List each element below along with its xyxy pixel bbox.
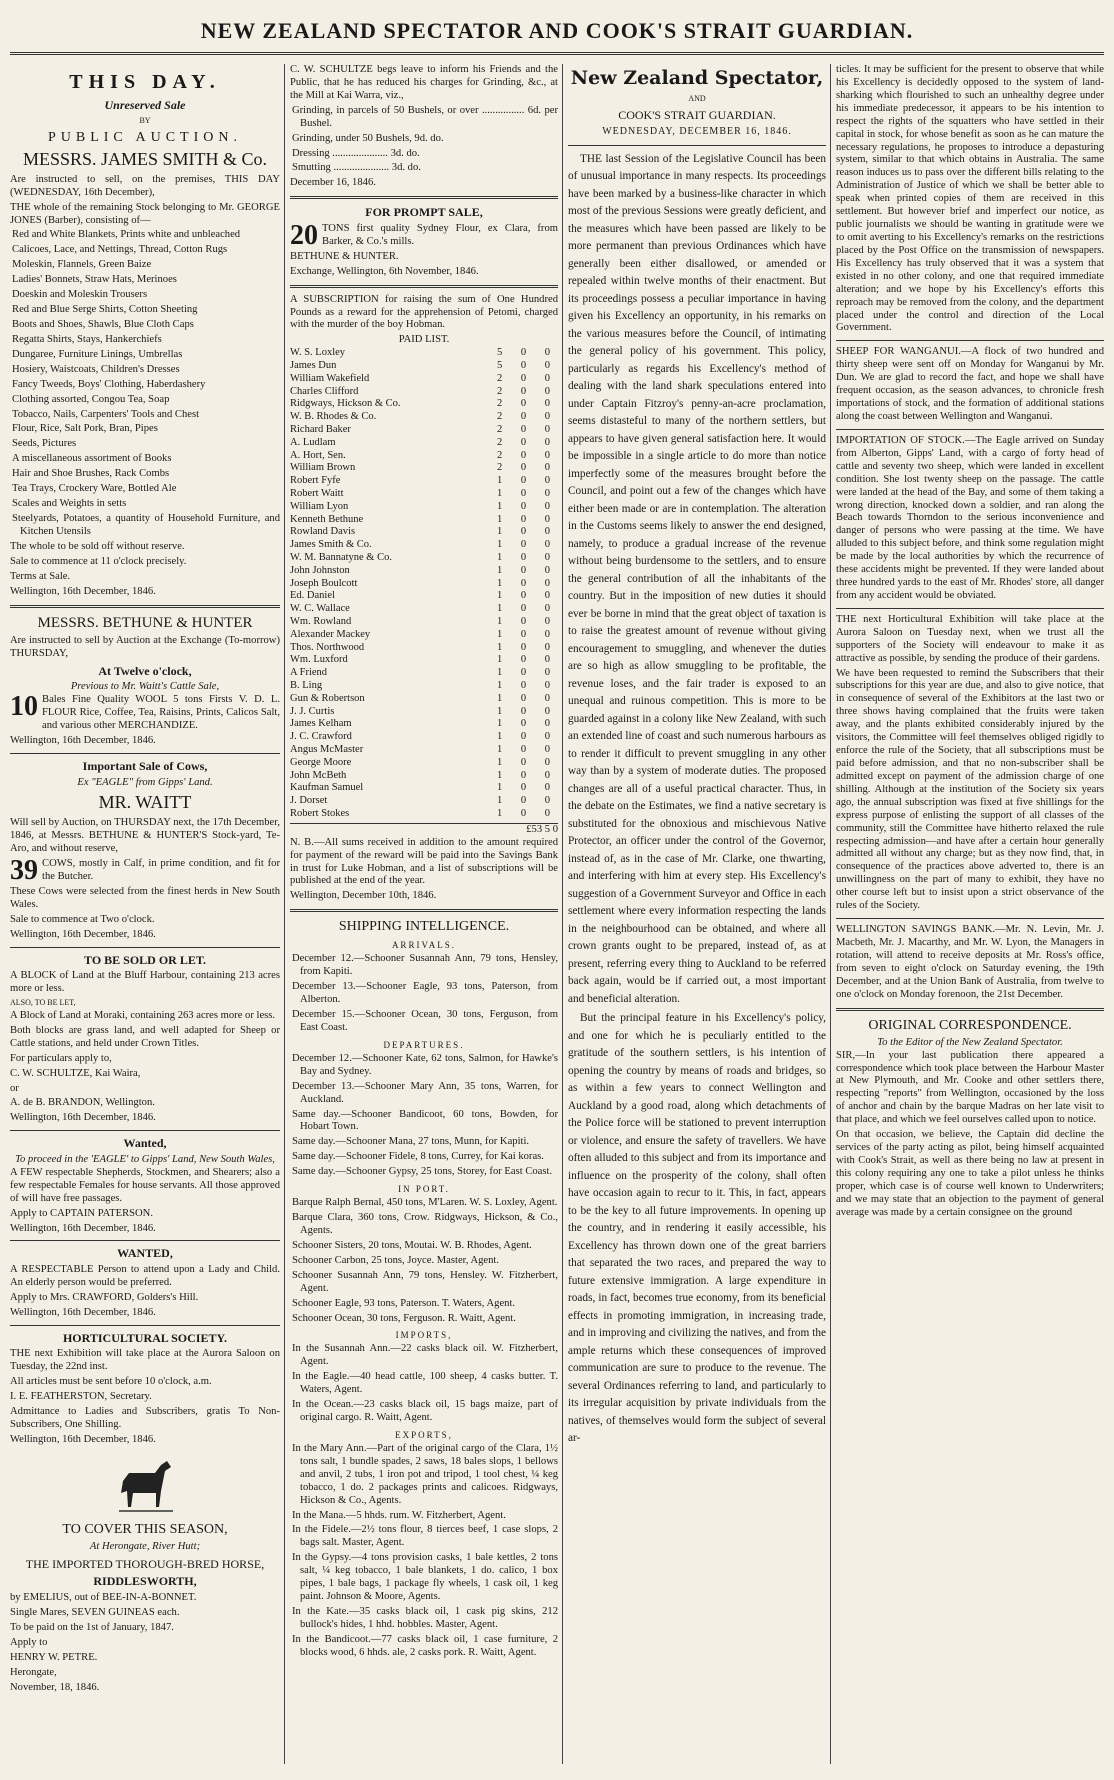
land-body3: Both blocks are grass land, and well adapted for Sheep or Cattle stations, and held under Crown Titles. — [10, 1024, 280, 1049]
import-entry: In the Susannah Ann.—22 casks black oil. W. Fitzherbert, Agent. — [292, 1343, 558, 1368]
wanted2-date: Wellington, 16th December, 1846. — [10, 1306, 156, 1318]
subscriber-name: Alexander Mackey — [290, 628, 371, 640]
editorial-title: New Zealand Spectator, — [570, 67, 824, 89]
smith-body: THE whole of the remaining Stock belonging to Mr. GEORGE JONES (Barber), consisting of— — [10, 201, 280, 226]
smith-item: Hair and Shoe Brushes, Rack Combs — [12, 468, 170, 480]
prompt-date: Exchange, Wellington, 6th November, 1846. — [290, 265, 479, 277]
subscriber-amount: 1 0 0 — [497, 744, 558, 755]
waitt-time: Sale to commence at Two o'clock. — [10, 913, 155, 925]
subscriber-amount: 1 0 0 — [497, 718, 558, 730]
subscriber-name: Ed. Daniel — [290, 590, 335, 602]
correspondence-body: SIR,—In your last publication there appeared a correspondence which took place between the Harbour Master at New Plymouth, and Mr. Cooke and other settlers there, respecting "reports" from Wellington, occasioned by the loss of anchor and chain by the barque Madras on her late visit to that place, and which we feel ourselves called upon to notice. — [836, 1049, 1104, 1126]
subscriber-amount: 2 0 0 — [497, 398, 558, 410]
subscriber-name: John McBeth — [290, 769, 347, 781]
smith-item: Red and White Blankets, Prints white and unbleached — [12, 229, 241, 241]
subscriber-name: W. C. Wallace — [290, 603, 350, 615]
hort-subscriptions: We have been requested to remind the Subscribers that their subscriptions for this year are due, and also to give notice, that in consequence of several of the Exhibitors at the last two or three shows having complained that the fruits were taken away, and the plants exhibited considerably injured by the visitors, the Committee will feel themselves obliged rigidly to enforce the rule of the Society, that all subscriptions must be paid before admission, and that no non-subscriber shall be admitted except on payment of the admission charge of one shilling. Although at the institution of the Society six years ago, the annual subscription was fixed at five shillings for the express purpose of enlisting the support of all classes of the community, still the Committee have hitherto relaxed the rule respecting admission—and have after a certain hour generally admitted all without any charge; but as they now find, that, in consequence of the practices above adverted to, there is an unwillingness on the part of many to exhibit, they have no other course left but to insist upon a strict observance of the rules of the Society. — [836, 667, 1104, 912]
export-entry: In the Mary Ann.—Part of the original cargo of the Clara, 1½ tons salt, 1 bundle spades, 2 saws, 18 bales slops, 1 bellows and anvil, 2 tubs, 1 iron pot and tripod, 1 tool chest, ¼ keg tobacco, 1 do. 2 packages prints and calicoes. Ridgways, Hickson & Co., Agents. — [292, 1442, 558, 1506]
subscriber-name: William Wakefield — [290, 372, 370, 384]
cows-heading: Important Sale of Cows, — [82, 758, 208, 773]
cover-horse-name: RIDDLESWORTH, — [93, 1574, 197, 1589]
subscriber-amount: 1 0 0 — [497, 500, 558, 512]
subscriber-name: Robert Fyfe — [290, 475, 341, 487]
schultze-notice: C. W. SCHULTZE begs leave to inform his Friends and the Public, that he has reduced his charges for Grinding, &c., at the Mill at Kai Warra, viz., — [290, 64, 558, 101]
cover-apply: Apply to — [10, 1636, 48, 1648]
smith-note: The whole to be sold off without reserve. — [10, 540, 185, 552]
divider — [10, 947, 280, 948]
bethune-date: Wellington, 16th December, 1846. — [10, 734, 156, 746]
subscriber-name: Robert Waitt — [290, 488, 344, 500]
subscriber-row — [290, 437, 558, 450]
subscriber-row — [290, 782, 558, 795]
subscriber-amount: 2 0 0 — [497, 385, 558, 397]
land-body: A BLOCK of Land at the Bluff Harbour, containing 213 acres more or less. — [10, 970, 280, 995]
cover-by: by EMELIUS, out of BEE-IN-A-BONNET. — [10, 1592, 197, 1604]
subscriber-amount: 1 0 0 — [497, 705, 558, 717]
subscriber-amount: 1 0 0 — [497, 807, 558, 819]
smith-item: Dungaree, Furniture Linings, Umbrellas — [12, 348, 183, 360]
smith-item: Ladies' Bonnets, Straw Hats, Merinoes — [12, 274, 177, 286]
subscriber-row — [290, 424, 558, 437]
bethune-firm: MESSRS. BETHUNE & HUNTER — [37, 614, 253, 631]
divider — [836, 918, 1104, 919]
exports-list — [290, 1443, 558, 1660]
subscriber-row — [290, 526, 558, 539]
cover-paid: To be paid on the 1st of January, 1847. — [10, 1621, 174, 1633]
wanted2-body: A RESPECTABLE Person to attend upon a Lady and Child. An elderly person would be preferred. — [10, 1264, 280, 1288]
horse-icon — [115, 1451, 175, 1517]
subscriber-row — [290, 552, 558, 565]
subscriber-amount: 1 0 0 — [497, 577, 558, 589]
subscriber-amount: 1 0 0 — [497, 552, 558, 564]
subscriber-row — [290, 603, 558, 616]
subscriber-row — [290, 770, 558, 783]
cover-agent: HENRY W. PETRE. — [10, 1651, 98, 1663]
waitt-cows: COWS, mostly in Calf, in prime condition, and fit for the Butcher. — [42, 858, 280, 883]
subscriber-name: W. S. Loxley — [290, 347, 346, 359]
subscriber-name: Gun & Robertson — [290, 692, 365, 704]
prompt-number: 20 — [290, 219, 318, 251]
bethune-previous: Previous to Mr. Waitt's Cattle Sale, — [70, 681, 220, 693]
subscriber-name: A. Hort, Sen. — [290, 449, 346, 461]
column-1 — [10, 64, 280, 1764]
subscriber-amount: 1 0 0 — [497, 539, 558, 551]
hort-admittance: Admittance to Ladies and Subscribers, gratis To Non-Subscribers, One Shilling. — [10, 1406, 280, 1430]
inport-entry: Schooner Ocean, 30 tons, Ferguson. R. Waitt, Agent. — [292, 1312, 516, 1324]
smith-item: Seeds, Pictures — [12, 438, 77, 450]
masthead-rule — [10, 52, 1104, 55]
divider — [10, 753, 280, 754]
departure-entry: December 12.—Schooner Kate, 62 tons, Salmon, for Hawke's Bay and Sydney. — [292, 1052, 558, 1077]
hort-secretary: I. E. FEATHERSTON, Secretary. — [10, 1391, 152, 1403]
subscriber-name: Thos. Northwood — [290, 641, 365, 653]
divider — [290, 196, 558, 199]
smith-terms: Terms at Sale. — [10, 570, 71, 582]
smith-item: Tea Trays, Crockery Ware, Bottled Ale — [12, 483, 177, 495]
subscriber-row — [290, 450, 558, 463]
subscriber-name: Angus McMaster — [290, 744, 364, 755]
subscriber-row — [290, 411, 558, 424]
departure-entry: December 13.—Schooner Mary Ann, 35 tons, Warren, for Auckland. — [292, 1080, 558, 1105]
departure-entry: Same day.—Schooner Fidele, 8 tons, Currey, for Kai koras. — [292, 1151, 544, 1163]
land-date: Wellington, 16th December, 1846. — [10, 1112, 156, 1124]
wanted2-heading: WANTED, — [117, 1246, 173, 1261]
subscriber-row — [290, 616, 558, 629]
cover-from: Herongate, — [10, 1666, 57, 1678]
subscriber-name: James Kelham — [290, 718, 352, 730]
subscriber-amount: 1 0 0 — [497, 488, 558, 500]
subscriber-row — [290, 514, 558, 527]
divider — [10, 1240, 280, 1241]
subscriber-name: J. Dorset — [290, 795, 328, 807]
land-agent2: A. de B. BRANDON, Wellington. — [10, 1097, 155, 1109]
subscriber-name: William Brown — [290, 462, 356, 474]
waitt-name: MR. WAITT — [98, 792, 192, 813]
subscriber-amount: 1 0 0 — [497, 513, 558, 525]
import-body: —The Eagle arrived on Sunday from Alberton, Gipps' Land, with a cargo of forty head of cattle and seventy two sheep, which were landed in excellent condition. She lost twenty sheep on the passage. The cattle were landed at the head of the Bay, and some of them taking a wrong direction, knocked down a soldier, and ran along the Beach towards Thorndon to the serious inconvenience and danger of persons who were passing at the time. We have alluded to this subject before, and think some regulation might be made by the local authorities by which the recurrence of these accidents might be prevented. If they were landed about three hundred yards to the east of Mr. Rhodes' store, all danger from any accident would be obviated. — [836, 434, 1104, 601]
column-4 — [836, 64, 1104, 1764]
wanted-apply: Apply to CAPTAIN PATERSON. — [10, 1207, 153, 1219]
subscriber-name: William Lyon — [290, 500, 349, 512]
correspondence-to: To the Editor of the New Zealand Spectator. — [877, 1036, 1063, 1048]
smith-item: A miscellaneous assortment of Books — [12, 453, 172, 465]
this-day-heading: THIS DAY. — [69, 71, 221, 93]
bethune-intro: Are instructed to sell by Auction at the Exchange (To-morrow) THURSDAY, — [10, 634, 280, 659]
column-3 — [568, 64, 826, 1764]
subscriber-amount: 1 0 0 — [497, 769, 558, 781]
wanted-heading: Wanted, — [123, 1136, 167, 1151]
subscriber-amount: 1 0 0 — [497, 795, 558, 807]
subscriber-name: A. Ludlam — [290, 436, 336, 448]
subscriber-name: J. C. Crawford — [290, 731, 352, 743]
inport-entry: Schooner Sisters, 20 tons, Moutai. W. B. Rhodes, Agent. — [292, 1239, 532, 1251]
subscriber-name: A Friend — [290, 667, 328, 679]
imports-heading: IMPORTS, — [395, 1330, 453, 1341]
editorial-subtitle: COOK'S STRAIT GUARDIAN. — [618, 107, 776, 122]
subscriber-name: Charles Clifford — [290, 385, 359, 397]
sheep-body: —A flock of two hundred and thirty sheep were sent off on Monday for Wanganui by Mr. Dun. We are glad to record the fact, and hope we shall have frequent occasion, as the season advances, to chronicle fresh importations of stock, and the formation of additional stations along the coast between Wellington and Wanganui. — [836, 346, 1104, 422]
editorial-paragraph: But the principal feature in his Excellency's policy, and one for which he is peculiarly entitled to the gratitude of the southern settlers, is his intention of opening the country by means of roads and bridges, so as within a few years to connect Wellington and Auckland by a good road, along which detachments of the Police force will be stationed to prevent interruption or violence, and ensure the safety of travellers. We have often alluded to this subject and from its importance and influence on the prosperity of the colony, shall often have occasion again to recur to it. This, in fact, appears to be the key to all future improvements. In opening up the country, and in rendering it easily accessible, his Excellency has thrown down one of the great barriers that separated the two races, and prepared the way to future extensive immigration. A large expenditure in roads, in fact, becomes true economy, from its beneficial effects in promoting immigration, in increasing trade, and in improving and civilizing the natives, and from the ample returns which these consequences of improved communication are sure to produce to the revenue. The several Ordinances referring to land, and particularly to its irregular acquisition by private individuals from the natives, of themselves would form the subject of several ar- — [568, 1012, 826, 1445]
schultze-date: December 16, 1846. — [290, 177, 376, 189]
subscriber-row — [290, 488, 558, 501]
subscriber-row — [290, 731, 558, 744]
nb-note: N. B.—All sums received in addition to the amount required for payment of the reward will be paid into the Savings Bank in trust for Luke Hobman, and a list of subscriptions will be published at the end of the year. — [290, 836, 558, 887]
subscriber-name: Kenneth Bethune — [290, 513, 364, 525]
smith-item-list — [10, 229, 280, 538]
smith-date: Wellington, 16th December, 1846. — [10, 585, 156, 597]
subscriber-name: John Johnston — [290, 564, 350, 576]
subscriber-amount: 1 0 0 — [497, 756, 558, 768]
departure-entry: Same day.—Schooner Mana, 27 tons, Munn, for Kapiti. — [292, 1136, 530, 1148]
subscriber-row — [290, 360, 558, 373]
subscriber-name: Kaufman Samuel — [290, 782, 364, 794]
smith-item: Scales and Weights in setts — [12, 498, 127, 510]
column-rule — [562, 64, 563, 1764]
subscriber-name: B. Ling — [290, 680, 323, 692]
grind-price: Dressing ..................... 3d. do. — [292, 147, 420, 159]
departure-entry: Same day.—Schooner Gypsy, 25 tons, Storey, for East Coast. — [292, 1166, 553, 1178]
correspondence-body: On that occasion, we believe, the Captain did decline the services of the party acting as pilot, being himself acquainted with Cook's Strait, as well as there being no law at present in this colony requiring any one to take a pilot unless he thinks proper, which case is of course well known to Underwriters; and we may state that an objection to the payment of general average was made by a certain consignee on the ground — [836, 1129, 1104, 1218]
smith-item: Flour, Rice, Salt Pork, Bran, Pipes — [12, 423, 158, 435]
subscriber-row — [290, 347, 558, 360]
subscriber-amount: 1 0 0 — [497, 526, 558, 538]
land-or: or — [10, 1082, 19, 1094]
editorial-and: AND — [688, 94, 706, 104]
prompt-heading: FOR PROMPT SALE, — [365, 205, 483, 220]
subscriber-amount: 5 0 0 — [497, 347, 558, 359]
divider — [10, 1325, 280, 1326]
waitt-number: 39 — [10, 855, 38, 887]
by-label: BY — [139, 116, 151, 126]
subscriber-row — [290, 373, 558, 386]
grind-price-list — [290, 105, 558, 176]
import-lead: IMPORTATION OF STOCK. — [836, 434, 965, 446]
waitt-date: Wellington, 16th December, 1846. — [10, 928, 156, 940]
cover-fee: Single Mares, SEVEN GUINEAS each. — [10, 1607, 180, 1619]
inport-entry: Schooner Eagle, 93 tons, Paterson. T. Waters, Agent. — [292, 1297, 516, 1309]
hort-articles: All articles must be sent before 10 o'clock, a.m. — [10, 1376, 212, 1388]
unreserved-sale: Unreserved Sale — [104, 98, 186, 113]
subscriber-name: Robert Stokes — [290, 807, 350, 819]
inport-entry: Schooner Susannah Ann, 79 tons, Hensley. W. Fitzherbert, Agent. — [292, 1269, 558, 1294]
grind-price: Smutting ..................... 3d. do. — [292, 162, 421, 174]
arrivals-heading: ARRIVALS. — [391, 940, 457, 951]
subscriber-row — [290, 475, 558, 488]
sheep-lead: SHEEP FOR WANGANUI. — [836, 346, 961, 358]
subscriber-row — [290, 539, 558, 552]
export-entry: In the Gypsy.—4 tons provision casks, 1 bale kettles, 2 tons salt, ¼ keg tobacco, 1 bale blankets, 1 do. calico, 1 box pipes, 1 bale bags, 1 package fly wheels, 1 cask oil, 1 keg paint. Johnson & Moore, Agents. — [292, 1552, 558, 1603]
divider — [290, 285, 558, 288]
editorial-paragraph: THE last Session of the Legislative Council has been of unusual importance in many respects. Its proceedings have been marked by a business-like character in which most of the previous Sessions were greatly deficient, and the measures which have been passed are likely to be more permanent than previous Ordinances which have generally been either disallowed, or amended or repealed within twelve months of their enactment. But its proceedings possess a peculiar importance in having given his Excellency an opportunity, in his remarks on the various measures before the Council, of intimating the general policy of his government. This policy, particularly as regards his Excellency's method of dealing with the land shark speculations entered into under Captain Fitzroy's penny-an-acre proclamation, seems distasteful to many of the northern settlers, but appears to have given general satisfaction here. It would be impossible in a single article to do more than notice imperfectly some of the measures brought before the Council, and point out a few of the changes which have either been made or are in contemplation. The alteration in the Customs seems likely to answer the end designed, namely, to produce a gradual increase of the revenue without being burdensome to the settlers, and to ensure the general contribution of all the inhabitants of the country. But in the imposition of new duties it should ever be borne in mind that the great object of taxation is to raise the greatest amount of revenue without giving encouragement to smuggling, and whenever the duties are so high as allow smuggling to be profitable, the revenue loses, and the fair trader is exposed to an unequal and ruinous competition. This is more to be guarded against in a colony like New Zealand, with such an extended line of coast and such numerous harbours as to render it difficult to prevent smuggling in any other way than by a system of moderate duties. The proposed changes are all of a useful practical character. Thus, in the debate on the Estimates, we find a native secretary is substituted for the obnoxious and mischievous Native Protector, an officer under the control of the Governor, instead of, as in the case of Mr. Clarke, one thwarting, and interfering with him at every step. His Excellency's suggestion of a Government Surveyor and Office in each settlement where every information respecting the lands in the neighbourhood can be obtained, and where all crown grants ought to be prepared, instead of, as at present, referring every thing to Auckland to be referred back again, would be if carried out, a most important and beneficial alteration. — [568, 152, 826, 1005]
subscriber-row — [290, 667, 558, 680]
column-rule — [284, 64, 285, 1764]
export-entry: In the Mana.—5 hhds. rum. W. Fitzherbert, Agent. — [292, 1509, 506, 1521]
hort-date: Wellington, 16th December, 1846. — [10, 1433, 156, 1445]
bethune-time: At Twelve o'clock, — [98, 663, 192, 678]
divider — [836, 429, 1104, 430]
smith-intro: Are instructed to sell, on the premises, THIS DAY (WEDNESDAY, 16th December), — [10, 173, 280, 198]
smith-item: Boots and Shoes, Shawls, Blue Cloth Caps — [12, 319, 194, 331]
subscriber-amount: 1 0 0 — [497, 641, 558, 653]
masthead: NEW ZEALAND SPECTATOR AND COOK'S STRAIT GUARDIAN. — [200, 18, 914, 43]
arrivals-list — [290, 953, 558, 1035]
hort-notice: THE next Horticultural Exhibition will take place at the Aurora Saloon on Tuesday next, when we trust all the supporters of the Society will endeavour to make it as attractive as possible, by sending the produce of their gardens. — [836, 613, 1104, 664]
cover-body: THE IMPORTED THOROUGH-BRED HORSE, — [25, 1556, 265, 1571]
subscriber-row — [290, 398, 558, 411]
divider — [836, 340, 1104, 341]
exports-heading: EXPORTS, — [395, 1429, 453, 1440]
export-entry: In the Bandicoot.—77 casks black oil, 1 case furniture, 2 blocks wood, 6 hhds. ale, 2 casks pork. R. Waitt, Agent. — [292, 1633, 558, 1658]
subscriber-name: W. B. Rhodes & Co. — [290, 411, 377, 423]
inport-heading: IN PORT. — [398, 1184, 450, 1195]
subscriber-row — [290, 501, 558, 514]
subscriber-name: James Dun — [290, 360, 337, 372]
grind-price: Grinding, in parcels of 50 Bushels, or over ................ 6d. per Bushel. — [292, 104, 558, 129]
subscriber-name: Joseph Boulcott — [290, 577, 358, 589]
smith-item: Calicoes, Lace, and Nettings, Thread, Cotton Rugs — [12, 244, 228, 256]
subscriber-amount: 1 0 0 — [497, 564, 558, 576]
inport-entry: Schooner Carbon, 25 tons, Joyce. Master, Agent. — [292, 1254, 500, 1266]
arrival-entry: December 12.—Schooner Susannah Ann, 79 tons, Hensley, from Kapiti. — [292, 953, 558, 978]
imports-list — [290, 1343, 558, 1425]
shipping-heading: SHIPPING INTELLIGENCE. — [338, 919, 510, 935]
column-2 — [290, 64, 558, 1764]
subscriber-amount: 2 0 0 — [497, 449, 558, 461]
subscriber-row — [290, 680, 558, 693]
smith-note: Sale to commence at 11 o'clock precisely. — [10, 555, 187, 567]
divider — [10, 1130, 280, 1131]
subscriber-row — [290, 629, 558, 642]
wanted-body: A FEW respectable Shepherds, Stockmen, and Shearers; also a few respectable Females for house servants. All those approved of will have free passages. — [10, 1166, 280, 1204]
subscriber-row — [290, 808, 558, 821]
correspondence-heading: ORIGINAL CORRESPONDENCE. — [868, 1017, 1072, 1033]
smith-item: Tobacco, Nails, Carpenters' Tools and Chest — [12, 408, 200, 420]
subscriber-name: Wm. Rowland — [290, 616, 352, 628]
subscriber-amount: 2 0 0 — [497, 372, 558, 384]
cover-place: At Herongate, River Hutt; — [89, 1540, 201, 1552]
subscriber-amount: 1 0 0 — [497, 692, 558, 704]
divider — [290, 909, 558, 912]
divider — [568, 145, 826, 146]
paid-list-heading: PAID LIST. — [398, 334, 450, 346]
subscriber-row — [290, 578, 558, 591]
subscriber-row — [290, 757, 558, 770]
subscriber-row — [290, 693, 558, 706]
subscriber-row — [290, 706, 558, 719]
subscriber-amount: 1 0 0 — [497, 731, 558, 743]
divider — [836, 1008, 1104, 1011]
subscriber-amount: 2 0 0 — [497, 424, 558, 436]
arrival-entry: December 13.—Schooner Eagle, 93 tons, Paterson, from Alberton. — [292, 981, 558, 1006]
subscriber-name: Ridgways, Hickson & Co. — [290, 398, 401, 410]
export-entry: In the Kate.—35 casks black oil, 1 cask pig skins, 212 bullock's hides, 1 hhd. hobbles. Master, Agent. — [292, 1605, 558, 1630]
waitt-body: Will sell by Auction, on THURSDAY next, the 17th December, 1846, at Messrs. BETHUNE & HUNTER'S Stock-yard, Te-Aro, and without reserve, — [10, 817, 280, 855]
subscriber-name: W. M. Bannatyne & Co. — [290, 552, 392, 564]
bank-body: —Mr. N. Levin, Mr. J. Macbeth, Mr. J. Macarthy, and Mr. W. Lyon, the Managers in rotation, will attend to receive deposits at Mr. Ross's office, from seven to eight o'clock on Saturday evening, the 19th December, and at the Union Bank of Australia, from twelve to one o'clock on Monday forenoon, the 21st December. — [836, 924, 1104, 1000]
departures-heading: DEPARTURES. — [383, 1039, 465, 1050]
cows-subheading: Ex "EAGLE" from Gipps' Land. — [77, 776, 213, 788]
bank-lead: WELLINGTON SAVINGS BANK. — [836, 924, 996, 936]
wanted-subheading: To proceed in the 'EAGLE' to Gipps' Land, New South Wales, — [15, 1153, 275, 1165]
subscriber-amount: 1 0 0 — [497, 628, 558, 640]
divider — [10, 605, 280, 608]
smith-item: Regatta Shirts, Stays, Hankerchiefs — [12, 333, 162, 345]
subscriber-amount: 1 0 0 — [497, 654, 558, 666]
editorial-continued: ticles. It may be sufficient for the present to observe that while his Excellency is decidedly opposed to the system of land-sharking which flourished to such an unhealthy degree under his immediate predecessor, it appears to be his intention to respect the rights of the squatters who have settled in their capital in stock, for whose benefit as soon as he can mature the necessary regulations, he proposes to introduce a depasturing system, similar to that which obtains in Australia. The same reason induces us to pass over the different bills relating to the Administration of Justice of which we shall be better able to speak when printed copies of them are received in this settlement. But however brief and imperfect our notice, as public journalists we should be wanting in gratitude were we to omit averting to his Excellency's remarks on the restrictions placed by the Post Office on the transmission of newspapers. His Excellency has truly observed that it was a system that existed in no other colony, and one that required immediate alteration; and we hope by his Excellency's efforts this reproach may be removed from the colony, and the department placed under the control and direction of the Local Government. — [836, 64, 1104, 334]
inport-entry: Barque Clara, 360 tons, Crow. Ridgways, Hickson, & Co., Agents. — [292, 1212, 558, 1236]
subscriber-row — [290, 654, 558, 667]
import-entry: In the Eagle.—40 head cattle, 100 sheep, 4 casks butter. T. Waters, Agent. — [292, 1371, 558, 1396]
subscriber-amount: 5 0 0 — [497, 360, 558, 372]
subscriber-name: James Smith & Co. — [290, 539, 372, 551]
prompt-firm: BETHUNE & HUNTER. — [290, 250, 399, 262]
subscriber-amount: 2 0 0 — [497, 462, 558, 474]
smith-item: Steelyards, Potatoes, a quantity of Household Furniture, and Kitchen Utensils — [12, 513, 280, 537]
hort-body: THE next Exhibition will take place at the Aurora Saloon on Tuesday, the 22nd inst. — [10, 1348, 280, 1373]
subscriber-name: Wm. Luxford — [290, 654, 348, 666]
subscriber-amount: 2 0 0 — [497, 436, 558, 448]
land-body2: A Block of Land at Moraki, containing 263 acres more or less. — [10, 1009, 276, 1021]
wanted2-apply: Apply to Mrs. CRAWFORD, Golders's Hill. — [10, 1291, 199, 1303]
departure-entry: Same day.—Schooner Bandicoot, 60 tons, Bowden, for Hobart Town. — [292, 1108, 558, 1133]
cover-date: November, 18, 1846. — [10, 1681, 100, 1693]
subscriber-name: Rowland Davis — [290, 526, 356, 538]
smith-item: Moleskin, Flannels, Green Baize — [12, 259, 152, 271]
departures-list — [290, 1053, 558, 1179]
subscriber-amount: 1 0 0 — [497, 603, 558, 615]
subscriber-amount: 1 0 0 — [497, 667, 558, 679]
subscription-total: £53 5 0 — [290, 823, 558, 837]
land-agent1: C. W. SCHULTZE, Kai Waira, — [10, 1067, 141, 1079]
editorial-dateline: WEDNESDAY, DECEMBER 16, 1846. — [602, 126, 792, 138]
subscriber-row — [290, 462, 558, 475]
subscriber-row — [290, 590, 558, 603]
subscription-body: A SUBSCRIPTION for raising the sum of One Hundred Pounds as a reward for the apprehension of Petomi, charged with the murder of the boy Hobman. — [290, 293, 558, 331]
subscriber-row — [290, 642, 558, 655]
column-rule — [830, 64, 831, 1764]
subscriber-name: Richard Baker — [290, 424, 351, 436]
subscriber-row — [290, 744, 558, 757]
subscriber-list — [290, 347, 558, 820]
smith-item: Doeskin and Moleskin Trousers — [12, 289, 148, 301]
hort-heading: HORTICULTURAL SOCIETY. — [62, 1330, 228, 1345]
public-auction: PUBLIC AUCTION. — [47, 129, 242, 145]
export-entry: In the Fidele.—2½ tons flour, 8 tierces beef, 1 case slops, 2 bags salt. Master, Agent. — [292, 1524, 558, 1549]
subscriber-amount: 1 0 0 — [497, 616, 558, 628]
subscriber-row — [290, 386, 558, 399]
inport-list — [290, 1197, 558, 1325]
import-entry: In the Ocean.—23 casks black oil, 15 bags maize, part of original cargo. R. Waitt, Agent. — [292, 1399, 558, 1423]
subscriber-amount: 2 0 0 — [497, 411, 558, 423]
waitt-note: These Cows were selected from the finest herds in New South Wales. — [10, 886, 280, 910]
land-also: ALSO, TO BE LET, — [10, 998, 76, 1008]
smith-item: Fancy Tweeds, Boys' Clothing, Haberdashery — [12, 378, 206, 390]
subscriber-name: George Moore — [290, 756, 352, 768]
wanted-date: Wellington, 16th December, 1846. — [10, 1222, 156, 1234]
arrival-entry: December 15.—Schooner Ocean, 30 tons, Ferguson, from East Coast. — [292, 1009, 558, 1033]
smith-item: Hosiery, Waistcoats, Children's Dresses — [12, 363, 180, 375]
subscriber-name: J. J. Curtis — [290, 705, 335, 717]
subscriber-amount: 1 0 0 — [497, 680, 558, 692]
smith-item: Clothing assorted, Congou Tea, Soap — [12, 393, 170, 405]
subscriber-amount: 1 0 0 — [497, 475, 558, 487]
subscriber-amount: 1 0 0 — [497, 782, 558, 794]
nb-date: Wellington, December 10th, 1846. — [290, 890, 437, 902]
inport-entry: Barque Ralph Bernal, 450 tons, M'Laren. W. S. Loxley, Agent. — [292, 1197, 558, 1209]
smith-item: Red and Blue Serge Shirts, Cotton Sheeting — [12, 304, 198, 316]
subscriber-row — [290, 718, 558, 731]
bethune-number: 10 — [10, 691, 38, 723]
land-apply: For particulars apply to, — [10, 1052, 112, 1064]
smith-firm: MESSRS. JAMES SMITH & Co. — [22, 148, 268, 169]
subscriber-amount: 1 0 0 — [497, 590, 558, 602]
subscriber-row — [290, 795, 558, 808]
land-heading: TO BE SOLD OR LET. — [84, 952, 206, 967]
cover-heading: TO COVER THIS SEASON, — [62, 1521, 228, 1537]
grind-price: Grinding, under 50 Bushels, 9d. do. — [292, 132, 444, 144]
subscriber-row — [290, 565, 558, 578]
divider — [836, 608, 1104, 609]
prompt-body: TONS first quality Sydney Flour, ex Clara, from Barker, & Co.'s mills. — [322, 222, 558, 247]
bethune-lines: Bales Fine Quality WOOL 5 tons Firsts V. D. L. FLOUR Rice, Coffee, Tea, Raisins, Prints, Calicos Salt, and various other MERCHANDIZE. — [42, 694, 280, 732]
